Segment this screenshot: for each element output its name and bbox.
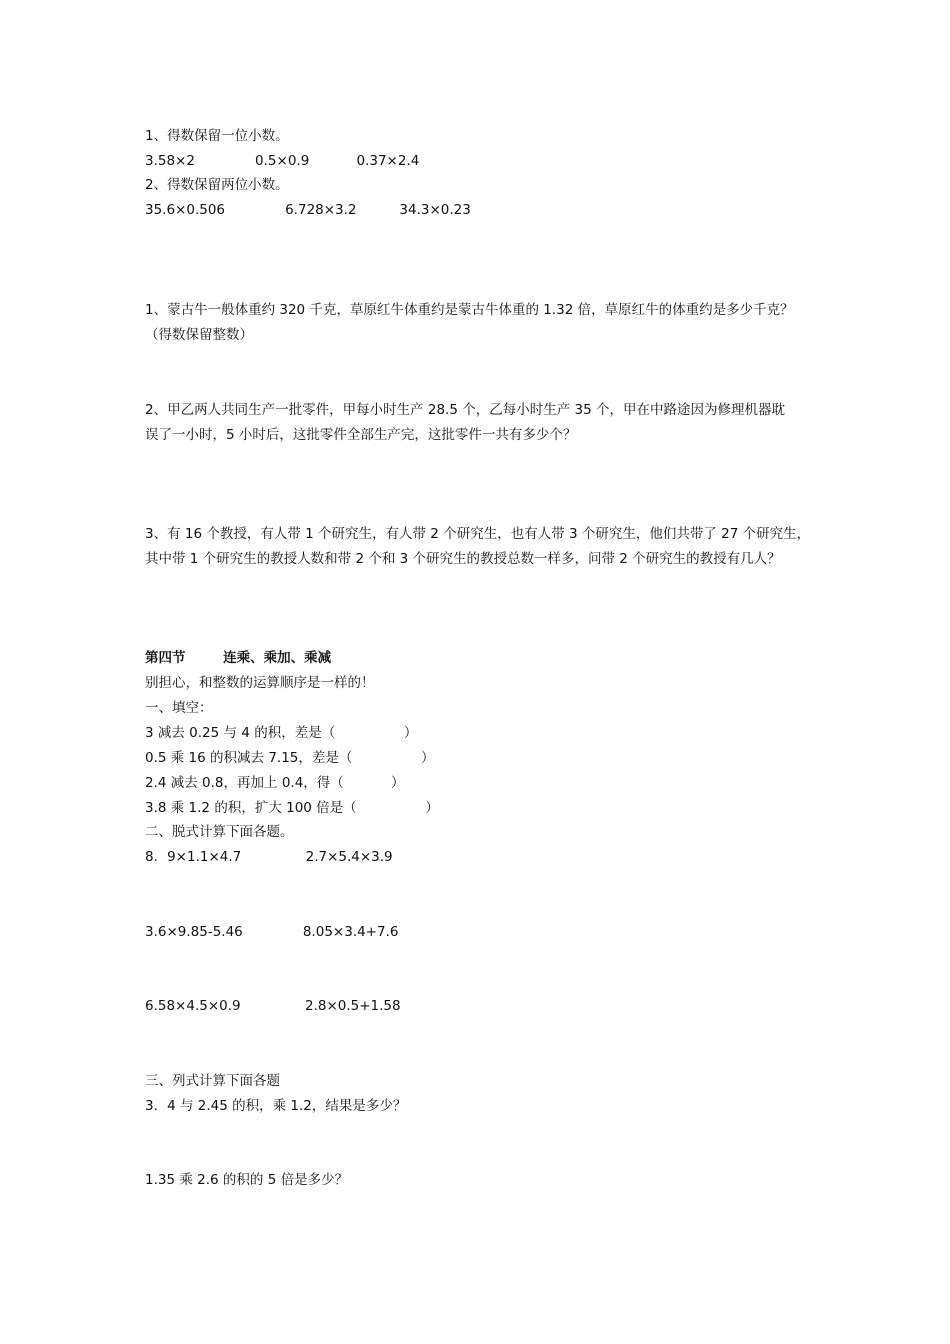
fill-blank-item: 3.8 乘 1.2 的积，扩大 100 倍是（ ） <box>145 800 439 816</box>
q1-items: 3.58×2 0.5×0.9 0.37×2.4 <box>145 153 420 169</box>
fill-blank-title: 一、填空： <box>145 700 213 716</box>
fill-blank-item: 0.5 乘 16 的积减去 7.15，差是（ ） <box>145 750 435 766</box>
q1-instruction: 1、得数保留一位小数。 <box>145 128 289 144</box>
word-problem-3-line2: 其中带 1 个研究生的教授人数和带 2 个和 3 个研究生的教授总数一样多，问带 2 个研究生的教授有几人？ <box>145 551 781 567</box>
word-problem-3-line1: 3、有 16 个教授，有人带 1 个研究生，有人带 2 个研究生，也有人带 3 个研究生，他们共带了 27 个研究生， <box>145 526 811 542</box>
section-heading: 第四节 连乘、乘加、乘减 <box>145 650 332 666</box>
fill-blank-item: 2.4 减去 0.8，再加上 0.4，得（ ） <box>145 775 405 791</box>
list-calc-item: 3．4 与 2.45 的积，乘 1.2，结果是多少？ <box>145 1098 407 1114</box>
list-calc-title: 三、列式计算下面各题 <box>145 1073 280 1089</box>
word-problem-2-line1: 2、甲乙两人共同生产一批零件，甲每小时生产 28.5 个，乙每小时生产 35 个，甲在中路途因为修理机器耽 <box>145 402 785 418</box>
calc-title: 二、脱式计算下面各题。 <box>145 824 294 840</box>
q2-items: 35.6×0.506 6.728×3.2 34.3×0.23 <box>145 202 471 218</box>
q2-instruction: 2、得数保留两位小数。 <box>145 177 289 193</box>
calc-row: 6.58×4.5×0.9 2.8×0.5+1.58 <box>145 998 401 1014</box>
calc-row: 3.6×9.85-5.46 8.05×3.4+7.6 <box>145 924 399 940</box>
word-problem-1-line2: （得数保留整数） <box>145 327 253 343</box>
calc-row: 8．9×1.1×4.7 2.7×5.4×3.9 <box>145 849 393 865</box>
section-intro: 别担心，和整数的运算顺序是一样的！ <box>145 675 375 691</box>
word-problem-2-line2: 误了一小时，5 小时后，这批零件全部生产完，这批零件一共有多少个？ <box>145 427 577 443</box>
word-problem-1-line1: 1、蒙古牛一般体重约 320 千克，草原红牛体重约是蒙古牛体重的 1.32 倍，草原红牛的体重约是多少千克？ <box>145 302 794 318</box>
fill-blank-item: 3 减去 0.25 与 4 的积，差是（ ） <box>145 725 418 741</box>
list-calc-item: 1.35 乘 2.6 的积的 5 倍是多少？ <box>145 1172 349 1188</box>
